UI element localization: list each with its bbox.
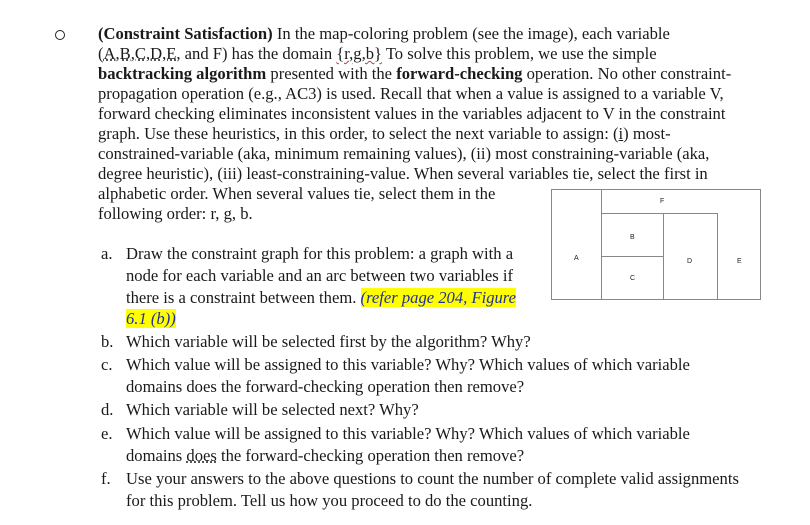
item-c-line-2: domains does the forward-checking operation then remove? [126, 377, 525, 396]
intro-line-3 [98, 64, 731, 84]
item-e-line-2 [126, 446, 524, 466]
highlight-reference: 6.1 (b)) [126, 309, 176, 328]
label-b: B [630, 234, 635, 241]
item-d-label: d. [101, 400, 114, 419]
variables-text: (A,B,C,D,E, [98, 44, 181, 63]
intro-line-7: constrained-variable (aka, minimum remaining values), (ii) most constraining-variable (aka, [98, 144, 710, 163]
problem-title: (Constraint Satisfaction) [98, 24, 273, 43]
label-e: E [737, 258, 742, 265]
item-b-line-1: Which variable will be selected first by the algorithm? Why? [126, 332, 531, 351]
text-span: In the map-coloring problem (see the image), each variable [272, 24, 670, 43]
bold-term: backtracking algorithm [98, 64, 267, 83]
label-d: D [687, 258, 693, 265]
text-span: ) most- [623, 124, 671, 143]
item-a-label: a. [101, 244, 113, 263]
text-span: domains [126, 446, 187, 465]
region-d [663, 213, 718, 299]
highlight-reference: (refer page 204, Figure [360, 288, 516, 307]
intro-line-4: propagation operation (e.g., AC3) is used. Recall that when a value is assigned to a variable V, [98, 84, 724, 103]
text-span: operation. No other constraint- [522, 64, 732, 83]
item-e-label: e. [101, 424, 113, 443]
bullet-circle [55, 30, 65, 40]
item-d-line-1: Which variable will be selected next? Why? [126, 400, 419, 419]
text-span: and F) has the domain [180, 44, 337, 63]
text-span: To solve this problem, we use the simple [381, 44, 657, 63]
intro-line-2 [98, 44, 657, 64]
item-f-line-2: for this problem. Tell us how you proceed to do the counting. [126, 491, 533, 510]
intro-line-1 [98, 24, 670, 44]
domain-text: {r,g,b} [336, 44, 382, 63]
bold-term: forward-checking [396, 64, 523, 83]
intro-line-9: alphabetic order. When several values tie, select them in the [98, 184, 496, 203]
text-span: presented with the [266, 64, 397, 83]
text-span: there is a constraint between them. [126, 288, 361, 307]
item-f-line-1: Use your answers to the above questions to count the number of complete valid assignments [126, 469, 739, 488]
item-a-line-4 [126, 309, 176, 329]
label-c: C [630, 275, 636, 282]
item-e-line-1: Which value will be assigned to this variable? Why? Which values of which variable [126, 424, 690, 443]
intro-line-8: degree heuristic), (iii) least-constraining-value. When several variables tie, select the first in [98, 164, 708, 183]
map-diagram [551, 189, 761, 300]
item-a-line-2: node for each variable and an arc between two variables if [126, 266, 513, 285]
item-c-line-1: Which value will be assigned to this variable? Why? Which values of which variable [126, 355, 690, 374]
divider-bc [602, 256, 663, 257]
text-span: does [186, 446, 217, 465]
item-c-label: c. [101, 355, 113, 374]
label-a: A [574, 255, 579, 262]
item-b-label: b. [101, 332, 114, 351]
text-span: the forward-checking operation then remove? [216, 446, 525, 465]
intro-line-6 [98, 124, 671, 144]
item-a-line-3 [126, 288, 516, 308]
item-a-line-1: Draw the constraint graph for this problem: a graph with a [126, 244, 514, 263]
label-f: F [660, 198, 665, 205]
item-f-label: f. [101, 469, 111, 488]
text-span: graph. Use these heuristics, in this order, to select the next variable to assign: ( [98, 124, 619, 143]
text-span: i [618, 124, 624, 143]
intro-line-10: following order: r, g, b. [98, 204, 253, 223]
region-a [552, 190, 602, 299]
intro-line-5: forward checking eliminates inconsistent values in the variables adjacent to V in the constraint [98, 104, 726, 123]
